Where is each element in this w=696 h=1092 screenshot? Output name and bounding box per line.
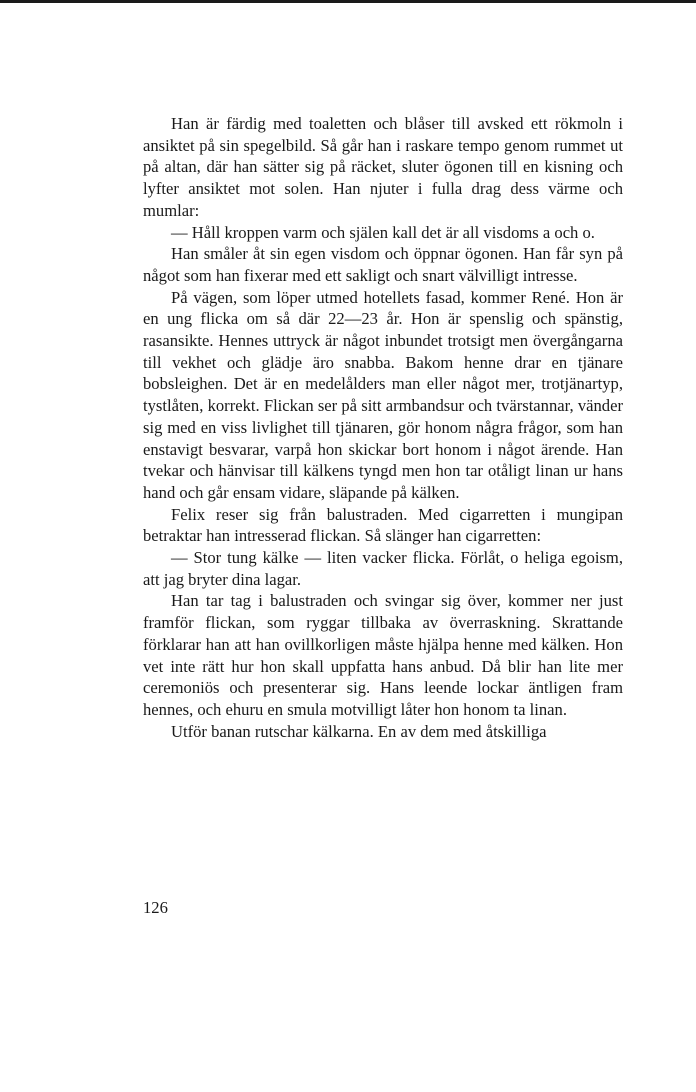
paragraph: Han tar tag i balustraden och svingar sig över, kommer ner just framför flickan, som ryggar tillbaka av överraskning. Skrattande förklarar han att han ovillkorligen måste hjälpa henne med kälken. Hon vet inte rätt hur hon skall uppfatta hans anbud. Då blir han lite mer ceremoniös och presenterar sig. Hans leende lockar äntligen fram hennes, och ehuru en smula motvilligt låter hon honom ta linan. [143, 591, 623, 719]
page-number: 126 [143, 898, 168, 917]
paragraph: — Stor tung kälke — liten vacker flicka. Förlåt, o heliga egoism, att jag bryter dina lagar. [143, 548, 623, 589]
paragraph: Felix reser sig från balustraden. Med cigarretten i mungipan betraktar han intresserad flickan. Så slänger han cigarretten: [143, 504, 623, 546]
paragraph: Han är färdig med toaletten och blåser till avsked ett rökmoln i ansiktet på sin spegelbild. Så går han i raskare tempo genom rummet ut på altan, där han sätter sig på räcket, sluter ögonen till en kisning och lyfter ansiktet mot solen. Han njuter i fulla drag dess värme och mumlar: [143, 114, 623, 220]
page-top-edge [0, 0, 696, 3]
paragraph: Han småler åt sin egen visdom och öppnar ögonen. Han får syn på något som han fixerar med ett sakligt och snart välvilligt intresse. [143, 244, 623, 285]
body-text [143, 113, 623, 742]
paragraph: På vägen, som löper utmed hotellets fasad, kommer René. Hon är en ung flicka om så där 22—23 år. Hon är spenslig och spänstig, rasansikte. Hennes uttryck är något inbundet trotsigt men övergångarna till vekhet och glädje äro snabba. Bakom henne drar en tjänare bobsleighen. Det är en medelålders man eller något mer, trotjänartyp, tystlåten, korrekt. Flickan ser på sitt armbandsur och tvärstannar, vänder sig med en viss livlighet till tjänaren, gör honom några frågor, som han enstavigt besvarar, varpå hon skickar bort honom i något ärende. Han tvekar och hänvisar till kälkens tyngd men hon tar otåligt linan ur hans hand och går ensam vidare, släpande på kälken. [143, 287, 623, 502]
paragraph: — Håll kroppen varm och själen kall det är all visdoms a och o. [171, 222, 595, 242]
paragraph: Utför banan rutschar kälkarna. En av dem med åtskilliga [171, 721, 547, 741]
